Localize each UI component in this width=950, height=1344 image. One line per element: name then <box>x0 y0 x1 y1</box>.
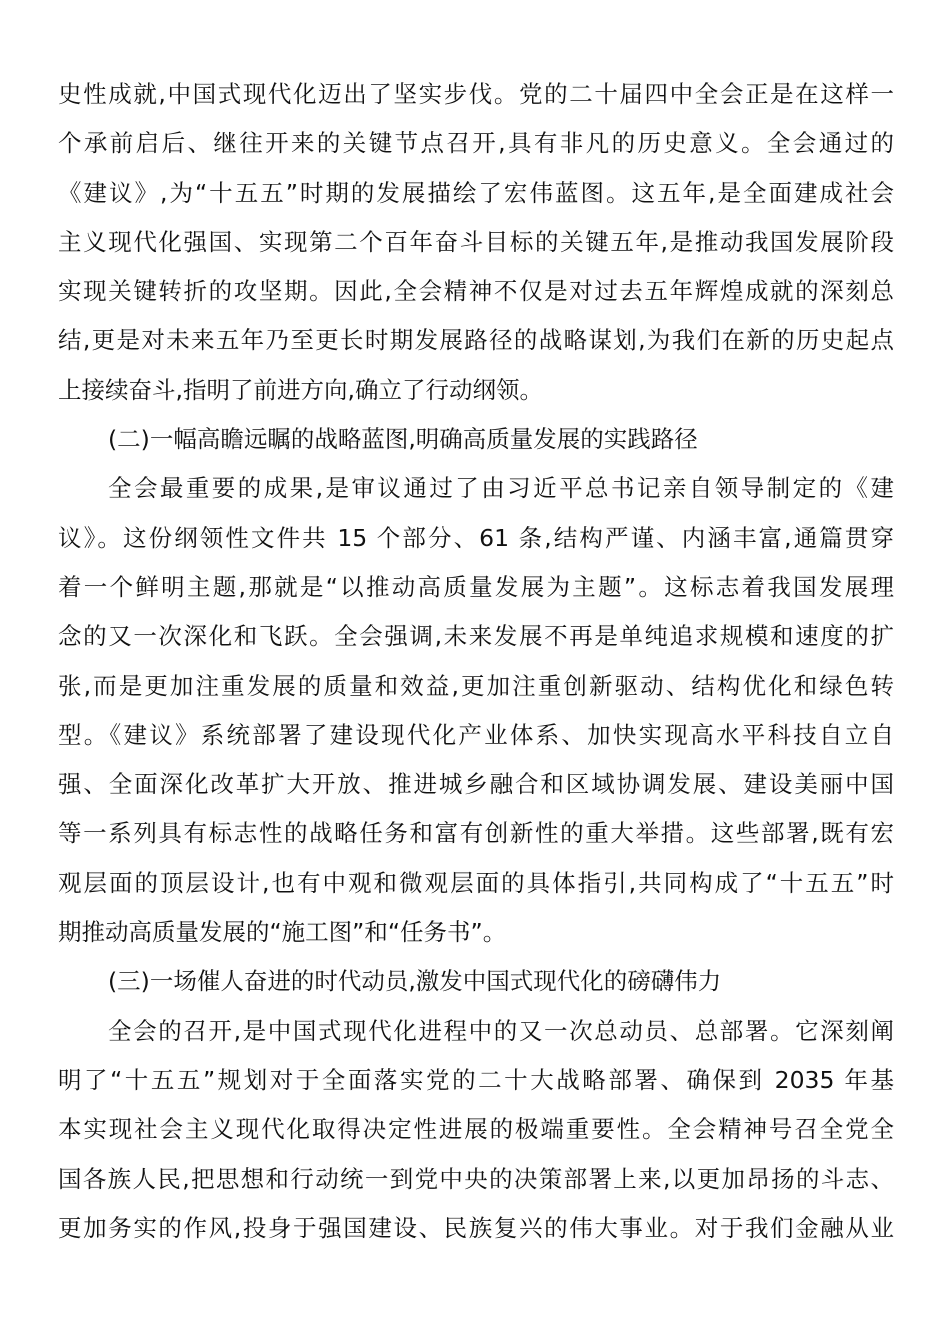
document-page <box>58 70 894 1253</box>
text-line-13: 张,而是更加注重发展的质量和效益,更加注重创新驱动、结构优化和绿色转 <box>58 671 894 700</box>
text-line-18: 期推动高质量发展的“施工图”和“任务书”。 <box>58 918 507 947</box>
text-line-14: 型。《建议》系统部署了建设现代化产业体系、加快实现高水平科技自立自 <box>58 720 894 749</box>
text-line-17: 观层面的顶层设计,也有中观和微观层面的具体指引,共同构成了“十五五”时 <box>58 868 894 897</box>
text-line-21: 明了“十五五”规划对于全面落实党的二十大战略部署、确保到 2035 年基 <box>58 1065 894 1094</box>
text-line-15: 强、全面深化改革扩大开放、推进城乡融合和区域协调发展、建设美丽中国 <box>58 770 894 799</box>
text-line-16: 等一系列具有标志性的战略任务和富有创新性的重大举措。这些部署,既有宏 <box>58 819 894 848</box>
text-line-20: 全会的召开,是中国式现代化进程中的又一次总动员、总部署。它深刻阐 <box>108 1016 894 1045</box>
text-line-1: 史性成就,中国式现代化迈出了坚实步伐。党的二十届四中全会正是在这样一 <box>58 80 894 108</box>
section-heading-3: (三)一场催人奋进的时代动员,激发中国式现代化的磅礴伟力 <box>108 967 722 996</box>
text-line-4: 主义现代化强国、实现第二个百年奋斗目标的关键五年,是推动我国发展阶段 <box>58 227 894 256</box>
text-line-2: 个承前启后、继往开来的关键节点召开,具有非凡的历史意义。全会通过的 <box>58 129 894 158</box>
text-line-11: 着一个鲜明主题,那就是“以推动高质量发展为主题”。这标志着我国发展理 <box>58 572 894 601</box>
text-line-24: 更加务实的作风,投身于强国建设、民族复兴的伟大事业。对于我们金融从业 <box>58 1213 894 1242</box>
text-line-22: 本实现社会主义现代化取得决定性进展的极端重要性。全会精神号召全党全 <box>58 1115 894 1144</box>
text-line-7: 上接续奋斗,指明了前进方向,确立了行动纲领。 <box>58 375 543 404</box>
text-line-3: 《建议》,为“十五五”时期的发展描绘了宏伟蓝图。这五年,是全面建成社会 <box>58 178 894 207</box>
section-heading-2: (二)一幅高瞻远瞩的战略蓝图,明确高质量发展的实践路径 <box>108 425 698 454</box>
text-line-9: 全会最重要的成果,是审议通过了由习近平总书记亲自领导制定的《建 <box>108 474 894 503</box>
text-line-5: 实现关键转折的攻坚期。因此,全会精神不仅是对过去五年辉煌成就的深刻总 <box>58 277 894 306</box>
text-line-10: 议》。这份纲领性文件共 15 个部分、61 条,结构严谨、内涵丰富,通篇贯穿 <box>58 523 894 552</box>
text-line-12: 念的又一次深化和飞跃。全会强调,未来发展不再是单纯追求规模和速度的扩 <box>58 622 894 651</box>
text-line-6: 结,更是对未来五年乃至更长时期发展路径的战略谋划,为我们在新的历史起点 <box>58 326 894 355</box>
text-line-23: 国各族人民,把思想和行动统一到党中央的决策部署上来,以更加昂扬的斗志、 <box>58 1164 894 1193</box>
